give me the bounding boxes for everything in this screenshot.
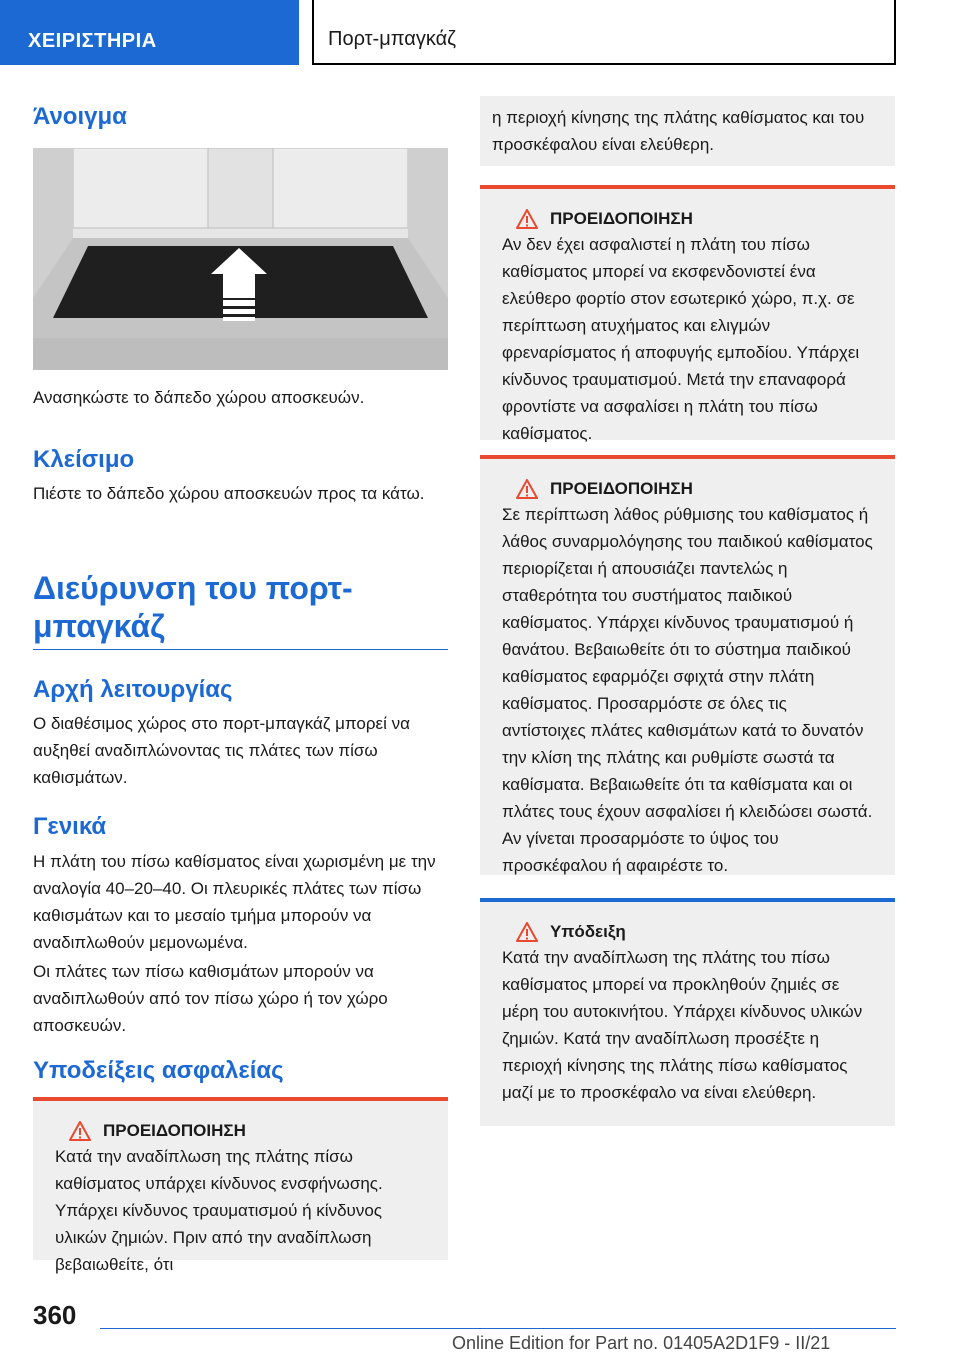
heading-principle: Αρχή λειτουργίας: [33, 676, 233, 703]
continued-warning-text: η περιοχή κίνησης της πλάτης καθίσματος και του προσκέφαλου είναι ελεύθερη.: [480, 96, 895, 166]
photo-caption: Ανασηκώστε το δάπεδο χώρου αποσκευών.: [33, 388, 365, 407]
closing-text: Πιέστε το δάπεδο χώρου αποσκευών προς τα κάτω.: [33, 484, 425, 503]
chapter-tab-label: ΧΕΙΡΙΣΤΗΡΙΑ: [28, 30, 157, 52]
heading-opening: Άνοιγμα: [33, 103, 127, 130]
chapter-tab: [0, 0, 299, 65]
principle-text: Ο διαθέσιμος χώρος στο πορτ-μπαγκάζ μπορεί να αυξηθεί αναδιπλώνοντας τις πλάτες των πίσω καθισμάτων.: [33, 714, 410, 787]
warning-box-3: [480, 455, 895, 875]
section-title: Πορτ-μπαγκάζ: [328, 28, 456, 50]
heading-safety: Υποδείξεις ασφαλείας: [33, 1057, 284, 1084]
warning-triangle-icon: [516, 479, 538, 499]
warning-triangle-icon: [69, 1121, 91, 1141]
warning-box-2-text: Αν δεν έχει ασφαλιστεί η πλάτη του πίσω καθίσματος μπορεί να εκσφενδονιστεί ένα ελεύθερο φορτίο στον εσωτερικό χώρο, π.χ. σε περίπτωση ατυχήματος και ελιγμών φρεναρίσματος ή αποφυγής εμποδίου. Υπάρχει κίνδυνος τραυματισμού. Μετά την επαναφορά φροντίστε να ασφαλίσει η πλάτη του πίσω καθίσματος.: [502, 235, 860, 443]
warning-box-3-title: [502, 479, 873, 499]
page-number: 360: [33, 1300, 77, 1330]
warning-box-3-heading: ΠΡΟΕΙΔΟΠΟΙΗΣΗ: [550, 479, 693, 498]
warning-box-1: [33, 1097, 448, 1274]
note-box-heading: Υπόδειξη: [550, 922, 626, 941]
note-box-text: Κατά την αναδίπλωση της πλάτης του πίσω καθίσματος μπορεί να προκληθούν ζημιές σε μέρη του αυτοκινήτου. Υπάρχει κίνδυνος υλικών ζημιών. Κατά την αναδίπλωση προσέξτε η περιοχή κίνησης της πλάτης πίσω καθίσματος μαζί με το προσκέφαλο να είναι ελεύθερη.: [502, 948, 863, 1102]
heading-expand-line1: Διεύρυνση του πορτ-: [33, 570, 353, 606]
heading-closing: Κλείσιμο: [33, 446, 135, 473]
warning-box-3-text: Σε περίπτωση λάθος ρύθμισης του καθίσματος ή λάθος συναρμολόγησης του παιδικού καθίσματος περιορίζεται ή απουσιάζει παντελώς η σταθερότητα του συστήματος παιδικού καθίσματος. Υπάρχει κίνδυνος τραυματισμού ή θανάτου. Βεβαιωθείτε ότι το σύστημα παιδικού καθίσματος εφαρμόζει σφιχτά στην πλάτη καθίσματος. Προσαρμόστε σε όλες τις αντίστοιχες πλάτες καθισμάτων κατά το δυνατόν την κλίση της πλάτης και ρυθμίστε σωστά τα καθίσματα. Βεβαιωθείτε ότι τα καθίσματα και οι πλάτες τους έχουν ασφαλίσει ή κλειδώσει σωστά. Αν γίνεται προσαρμόστε το ύψος του προσκέφαλου ή αφαιρέστε το.: [502, 505, 873, 875]
warning-box-1-title: [55, 1121, 426, 1141]
edition-footer: Online Edition for Part no. 01405A2D1F9 - II/21: [452, 1333, 831, 1353]
warning-triangle-icon: [516, 209, 538, 229]
section-header: [312, 0, 896, 65]
warning-box-1-heading: ΠΡΟΕΙΔΟΠΟΙΗΣΗ: [103, 1121, 246, 1140]
heading-rule: [33, 649, 448, 650]
note-box-title: [502, 922, 873, 942]
warning-box-2: [480, 185, 895, 443]
heading-expand-line2: μπαγκάζ: [33, 608, 165, 644]
warning-box-2-heading: ΠΡΟΕΙΔΟΠΟΙΗΣΗ: [550, 209, 693, 228]
warning-box-2-title: [502, 209, 873, 229]
general-paragraph-2: Οι πλάτες των πίσω καθισμάτων μπορούν να αναδιπλωθούν από τον πίσω χώρο ή τον χώρο αποσκευών.: [33, 962, 388, 1035]
note-box: [480, 898, 895, 1126]
note-triangle-icon: [516, 922, 538, 942]
heading-general: Γενικά: [33, 813, 107, 840]
footer-rule: [100, 1328, 896, 1329]
trunk-illustration: [33, 148, 448, 370]
warning-box-1-text: Κατά την αναδίπλωση της πλάτης πίσω καθίσματος υπάρχει κίνδυνος ενσφήνωσης. Υπάρχει κίνδυνος τραυματισμού ή κίνδυνος υλικών ζημιών. Πριν από την αναδίπλωση βεβαιωθείτε, ότι: [55, 1147, 383, 1274]
trunk-floor-photo: [33, 148, 448, 370]
general-paragraph-1: Η πλάτη του πίσω καθίσματος είναι χωρισμένη με την αναλογία 40–20–40. Οι πλευρικές πλάτες των πίσω καθισμάτων και το μεσαίο τμήμα μπορούν να αναδιπλωθούν μεμονωμένα.: [33, 852, 436, 952]
